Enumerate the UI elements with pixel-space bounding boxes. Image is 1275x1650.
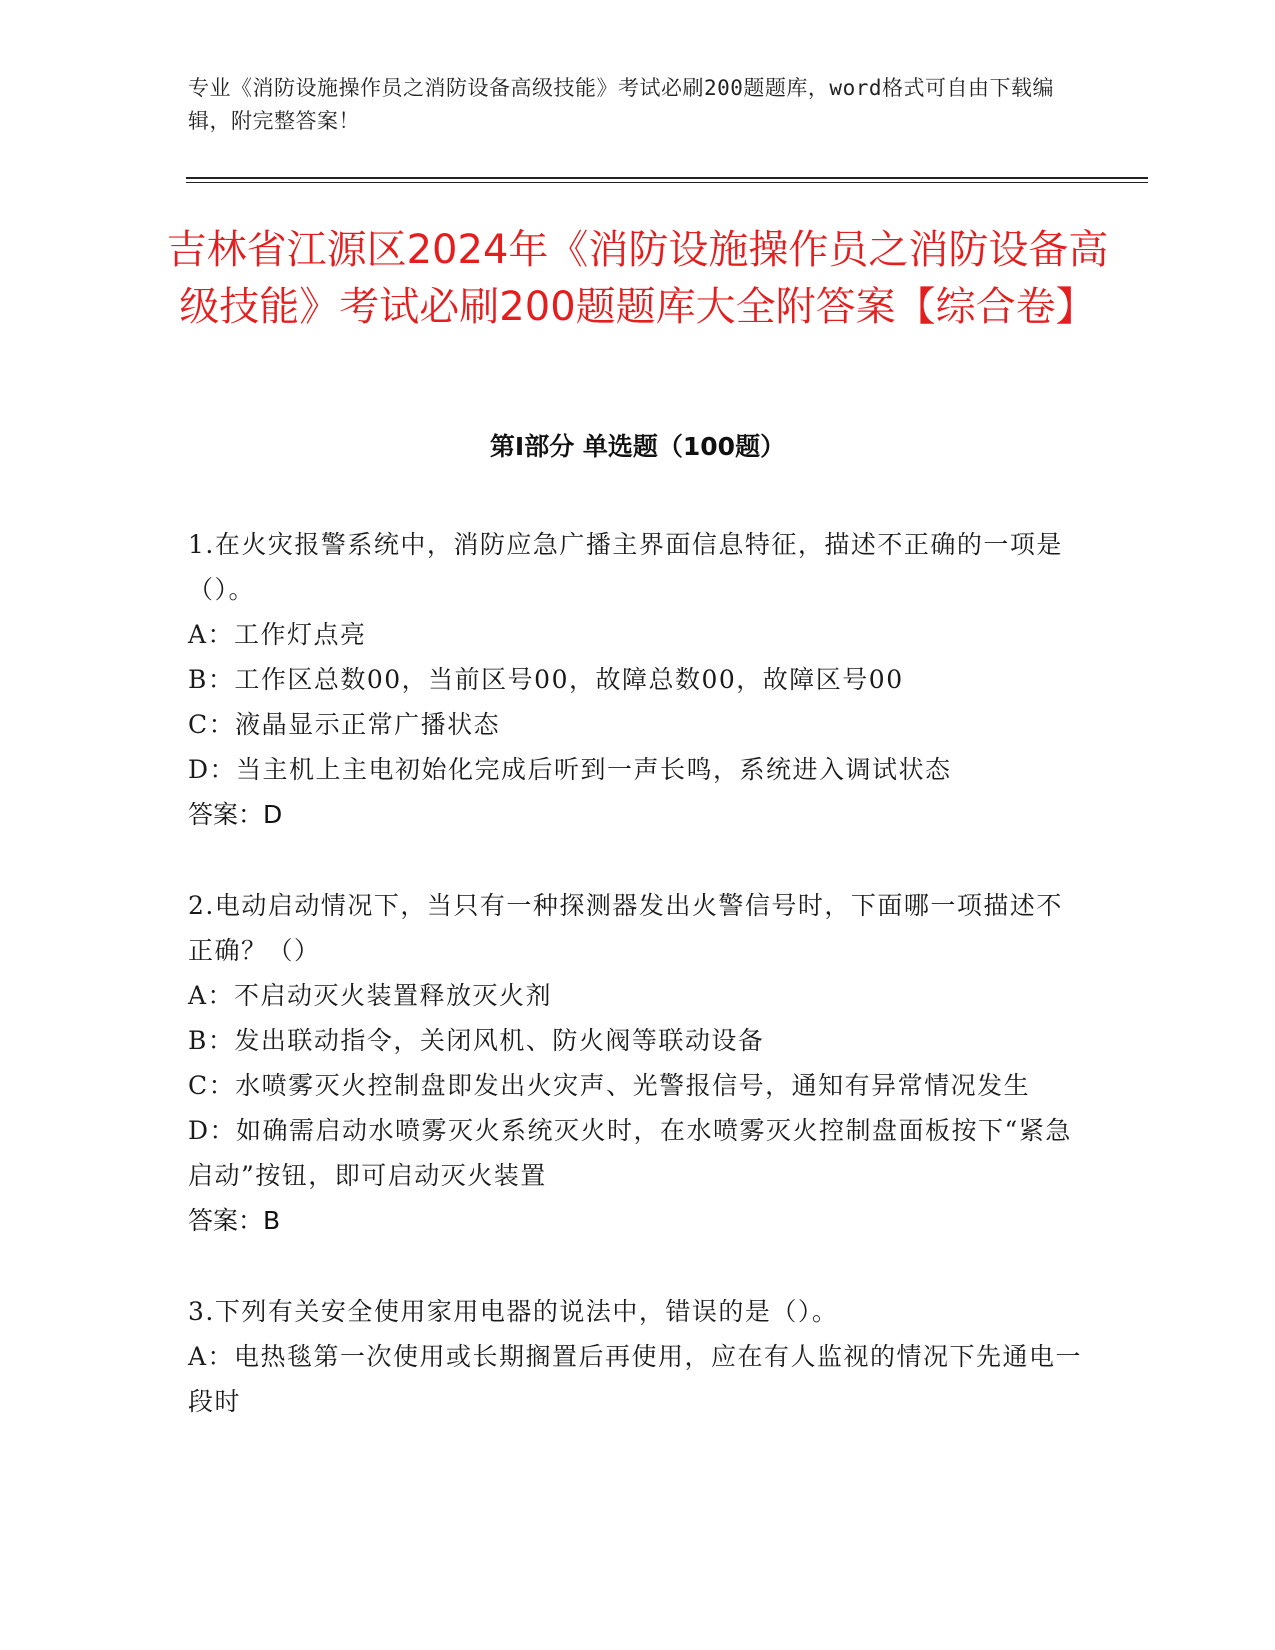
option-a: A：工作灯点亮 <box>188 620 367 649</box>
header-rule-thin <box>186 182 1148 183</box>
document-title: 吉林省江源区2024年《消防设施操作员之消防设备高级技能》考试必刷200题题库大全附答案【综合卷】 <box>166 227 1109 330</box>
question-text: 3.下列有关安全使用家用电器的说法中，错误的是（）。 <box>188 1297 839 1326</box>
option-d: D：当主机上主电初始化完成后听到一声长鸣，系统进入调试状态 <box>188 755 952 784</box>
answer: 答案：B <box>188 1206 281 1235</box>
option-b: B：发出联动指令，关闭风机、防火阀等联动设备 <box>188 1026 765 1055</box>
option-d: D：如确需启动水喷雾灭火系统灭火时，在水喷雾灭火控制盘面板按下“紧急启动”按钮，即可启动灭火装置 <box>188 1116 1072 1190</box>
option-a: A：电热毯第一次使用或长期搁置后再使用，应在有人监视的情况下先通电一段时 <box>188 1342 1083 1416</box>
option-c: C：水喷雾灭火控制盘即发出火灾声、光警报信号，通知有异常情况发生 <box>188 1071 1031 1100</box>
question-3 <box>188 1289 1088 1424</box>
option-c: C：液晶显示正常广播状态 <box>188 710 501 739</box>
question-list <box>188 522 1088 1470</box>
header-note: 专业《消防设施操作员之消防设备高级技能》考试必刷200题题库，word格式可自由下载编辑，附完整答案！ <box>188 76 1054 133</box>
question-2 <box>188 883 1088 1243</box>
question-1 <box>188 522 1088 837</box>
option-b: B：工作区总数00，当前区号00，故障总数00，故障区号00 <box>188 665 904 694</box>
section-heading: 第Ⅰ部分 单选题（100题） <box>489 432 786 461</box>
question-text: 2.电动启动情况下，当只有一种探测器发出火警信号时，下面哪一项描述不正确？（） <box>188 891 1063 965</box>
option-a: A：不启动灭火装置释放灭火剂 <box>188 981 553 1010</box>
answer: 答案：D <box>188 800 283 829</box>
question-text: 1.在火灾报警系统中，消防应急广播主界面信息特征，描述不正确的一项是（）。 <box>188 530 1063 604</box>
header-rule-thick <box>186 177 1148 179</box>
